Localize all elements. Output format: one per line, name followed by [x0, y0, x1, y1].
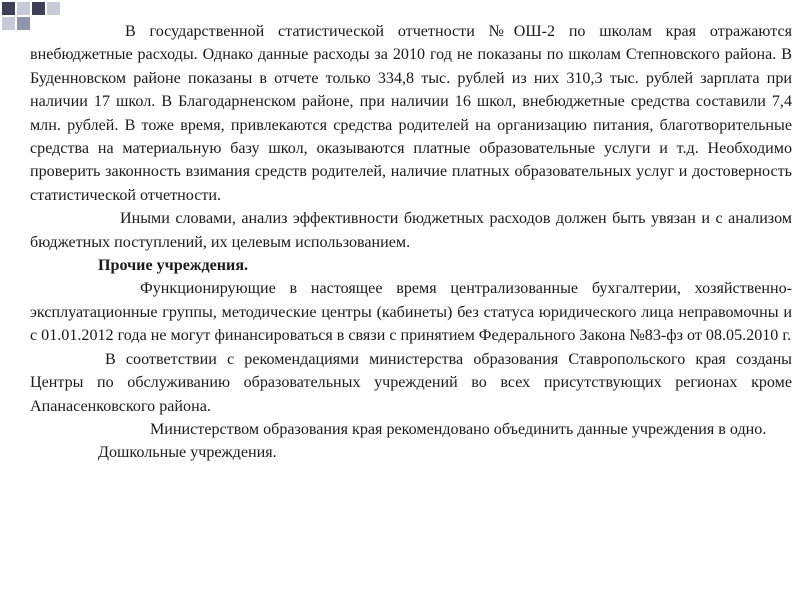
- paragraph-merge-recommendation: Министерством образования края рекомендовано объединить данные учреждения в одно.: [150, 420, 767, 438]
- document-body: [30, 20, 792, 465]
- deco-square: [47, 2, 60, 15]
- paragraph-service-centers: В соответствии с рекомендациями министерства образования Ставропольского края созданы Центры по обслуживанию образовательных учреждений во всех присутствующих регионах кроме Апанасенковского района.: [30, 350, 792, 415]
- paragraph-extrabudget: В государственной статистической отчетности №ОШ-2 по школам края отражаются внебюджетные расходы. Однако данные расходы за 2010 год не показаны по школам Степновского района. В Буденновском районе показаны в отчете только 334,8 тыс. рублей из них 310,3 тыс. рублей зарплата при наличии 17 школ. В Благодарненском районе, при наличии 16 школ, внебюджетные средства составили 7,4 млн. рублей. В тоже время, привлекаются средства родителей на организацию питания, благотворительные средства на материальную базу школ, оказываются платные образовательные услуги и т.д. Необходимо проверить законность взимания средств родителей, наличие платных образовательных услуг и достоверность статистической отчетности.: [30, 23, 792, 204]
- deco-square: [17, 2, 30, 15]
- deco-square: [32, 2, 45, 15]
- heading-other-institutions: Прочие учреждения.: [98, 257, 249, 275]
- deco-square: [2, 2, 15, 15]
- deco-square: [2, 17, 15, 30]
- deco-square: [17, 17, 30, 30]
- paragraph-centralized-accounting: Функционирующие в настоящее время централизованные бухгалтерии, хозяйственно-эксплуатационные группы, методические центры (кабинеты) без статуса юридического лица неправомочны и с 01.01.2012 года не могут финансироваться в связи с принятием Федерального Закона №83-фз от 08.05.2010 г.: [30, 280, 792, 345]
- paragraph-analysis: Иными словами, анализ эффективности бюджетных расходов должен быть увязан и с анализом бюджетных поступлений, их целевым использованием.: [30, 210, 792, 251]
- heading-preschool-institutions: Дошкольные учреждения.: [98, 444, 277, 462]
